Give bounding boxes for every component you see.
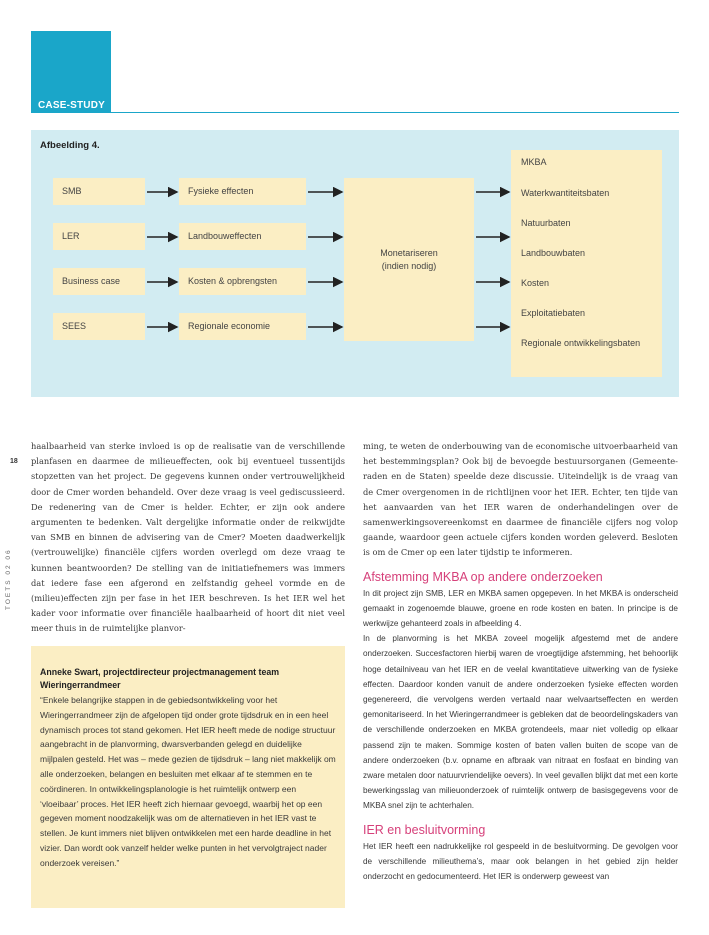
figure-4 [31,130,679,397]
mkba-heading: MKBA [521,157,547,167]
mkba-item: Natuurbaten [521,218,571,228]
body-paragraph: ming, te weten de onderbouwing van de economische uitvoerbaarheid van het bestemmingsplan? Ook bij de bevoegde bestuursorganen (Gemeente-raden en de Staten) speelde deze discussie. Uiteindelijk is de vraag van de Cmer overgenomen in de richtlijnen voor het IER. Echter, ten tijde van het aanvaarden van het IER waren de onderhandelingen over de samenwerkingsovereenkomst en daarmee de financiële cijfers nog volop gaande, waardoor geen actuele cijfers konden worden geleverd. Besloten is om de Cmer op een later tijdstip te informeren. [363,441,678,558]
box-smb: SMB [53,178,145,205]
case-study-tag [31,31,111,112]
page-number: 18 [10,458,18,465]
body-paragraph: haalbaarheid van sterke invloed is op de realisatie van de verschillende planfasen en daarmee de milieueffecten, ook bij eventueel tussentijds stopzetten van het project. De gegevens kunnen onder vertrouwelijkheid door de Cmer worden behandeld. Over deze vraag is veel gediscussieerd. De redenering van de Cmer is helder. Echter, er zijn ook andere argumenten te bedenken. Valt dergelijke informatie onder de reikwijdte van SMB en binnen de advisering van de Cmer? Moeten daadwerkelijk (vertrouwelijke) financiële cijfers worden overlegd om deze vraag te kunnen beantwoorden? De stelling van de initiatiefnemers was immers dat iedere fase een afgerond en zelfstandig geheel vormde en de (milieu)effecten zijn per fase in het IER beschreven. Is het IER wel het kader voor informatie over financiële haalbaarheid of hoort dit niet veel meer thuis in de ruimtelijke planvor- [31,441,345,634]
mkba-item: Landbouwbaten [521,248,586,258]
flow-arrows [31,130,679,397]
section-heading: IER en besluitvorming [363,822,486,837]
body-paragraph: Het IER heeft een nadrukkelijke rol gespeeld in de besluitvorming. De gevolgen voor de verschillende milieuthema’s, maar ook belangen in het gebied zijn helder onderzocht en gedocumenteerd. Het IER is onderwerp geweest van [363,841,678,882]
monetariseren-sublabel: (indien nodig) [381,261,437,271]
header-rule [31,112,679,113]
box-sees: SEES [53,313,145,340]
box-fysieke-effecten: Fysieke effecten [179,178,306,205]
box-regionale-economie: Regionale economie [179,313,306,340]
mkba-item: Kosten [521,278,550,288]
mkba-item: Regionale ontwikkelingsbaten [521,338,641,348]
body-paragraph: In dit project zijn SMB, LER en MKBA samen opgepeven. In het MKBA is onderscheid gemaakt in zogenoemde blauwe, groene en rode kosten en baten. In principe is de werkwijze gehanteerd zoals in afbeelding 4. [363,588,678,629]
right-column [363,439,678,884]
box-landbouweffecten: Landbouweffecten [179,223,306,250]
quote-body: “Enkele belangrijke stappen in de gebiedsontwikkeling voor het Wieringerrandmeer zijn de afgelopen tijd onder grote tijdsdruk en in een heel dynamisch proces tot stand gekomen. Het IER heeft mede de nodige structuur aangebracht in de planvorming, dwarsverbanden gelegd en duidelijke mijlpalen gesteld. Het was – mede gezien de tijdsdruk – lang niet makkelijk om alle onderzoeken, belangen en besluiten met elkaar af te stemmen en te coördineren. In ontwikkelingsplanologie is het ruimtelijk ontwerp een ‘vloeibaar’ proces. Het IER heeft zich hiernaar gevoegd, waarbij het op een gegeven moment noodzakelijk was om de alternatieven in het IER vast te stellen. Je kunt immers niet blijven ontwikkelen met een harde deadline in het vizier. Dan wordt ook vanzelf helder welke punten in het vervolgtraject nader onderzoek vereisen.” [40,695,336,868]
section-heading: Afstemming MKBA op andere onderzoeken [363,569,603,584]
journal-label: TOETS 02 06 [5,548,12,610]
case-study-label: CASE-STUDY [38,100,106,111]
box-ler: LER [53,223,145,250]
monetariseren-label: Monetariseren [380,248,438,258]
mkba-item: Exploitatiebaten [521,308,586,318]
box-business-case: Business case [53,268,145,295]
quote-box [31,646,345,908]
left-column [31,439,345,637]
mkba-item: Waterkwantiteitsbaten [521,188,610,198]
figure-title: Afbeelding 4. [40,140,100,151]
body-paragraph: In de planvorming is het MKBA zoveel mogelijk afgestemd met de andere onderzoeken. Succesfactoren hierbij waren de vroegtijdige afstemming, het behoorlijk hoge detailniveau van het IER en de veelal kwantitatieve uitwerking van de fysieke effecten. Daardoor konden vanuit de andere onderzoeken fysieke effecten worden gegenereerd, die vervolgens werden vertaald naar welvaartseffecten en werden gemonitariseerd. In het Wieringerrandmeer is gebleken dat de beoordelingskaders van de verschillende onderzoeken en MKBA grotendeels, maar niet volledig op elkaar passend zijn te maken. Sommige kosten of baten vallen buiten de scope van de andere onderzoeken (b.v. opname en afbraak van nitraat en fosfaat en binding van zware metalen door natuurvriendelijke oevers). In veel gevallen blijkt dat met een korte bewerkingsslag van milieuonderzoek of ruimtelijk ontwerp de basisgegevens voor de MKBA snel zijn te achterhalen. [363,634,678,811]
box-kosten-opbrengsten: Kosten & opbrengsten [179,268,306,295]
quote-heading: Anneke Swart, projectdirecteur projectmanagement team Wieringerrandmeer [40,667,280,690]
